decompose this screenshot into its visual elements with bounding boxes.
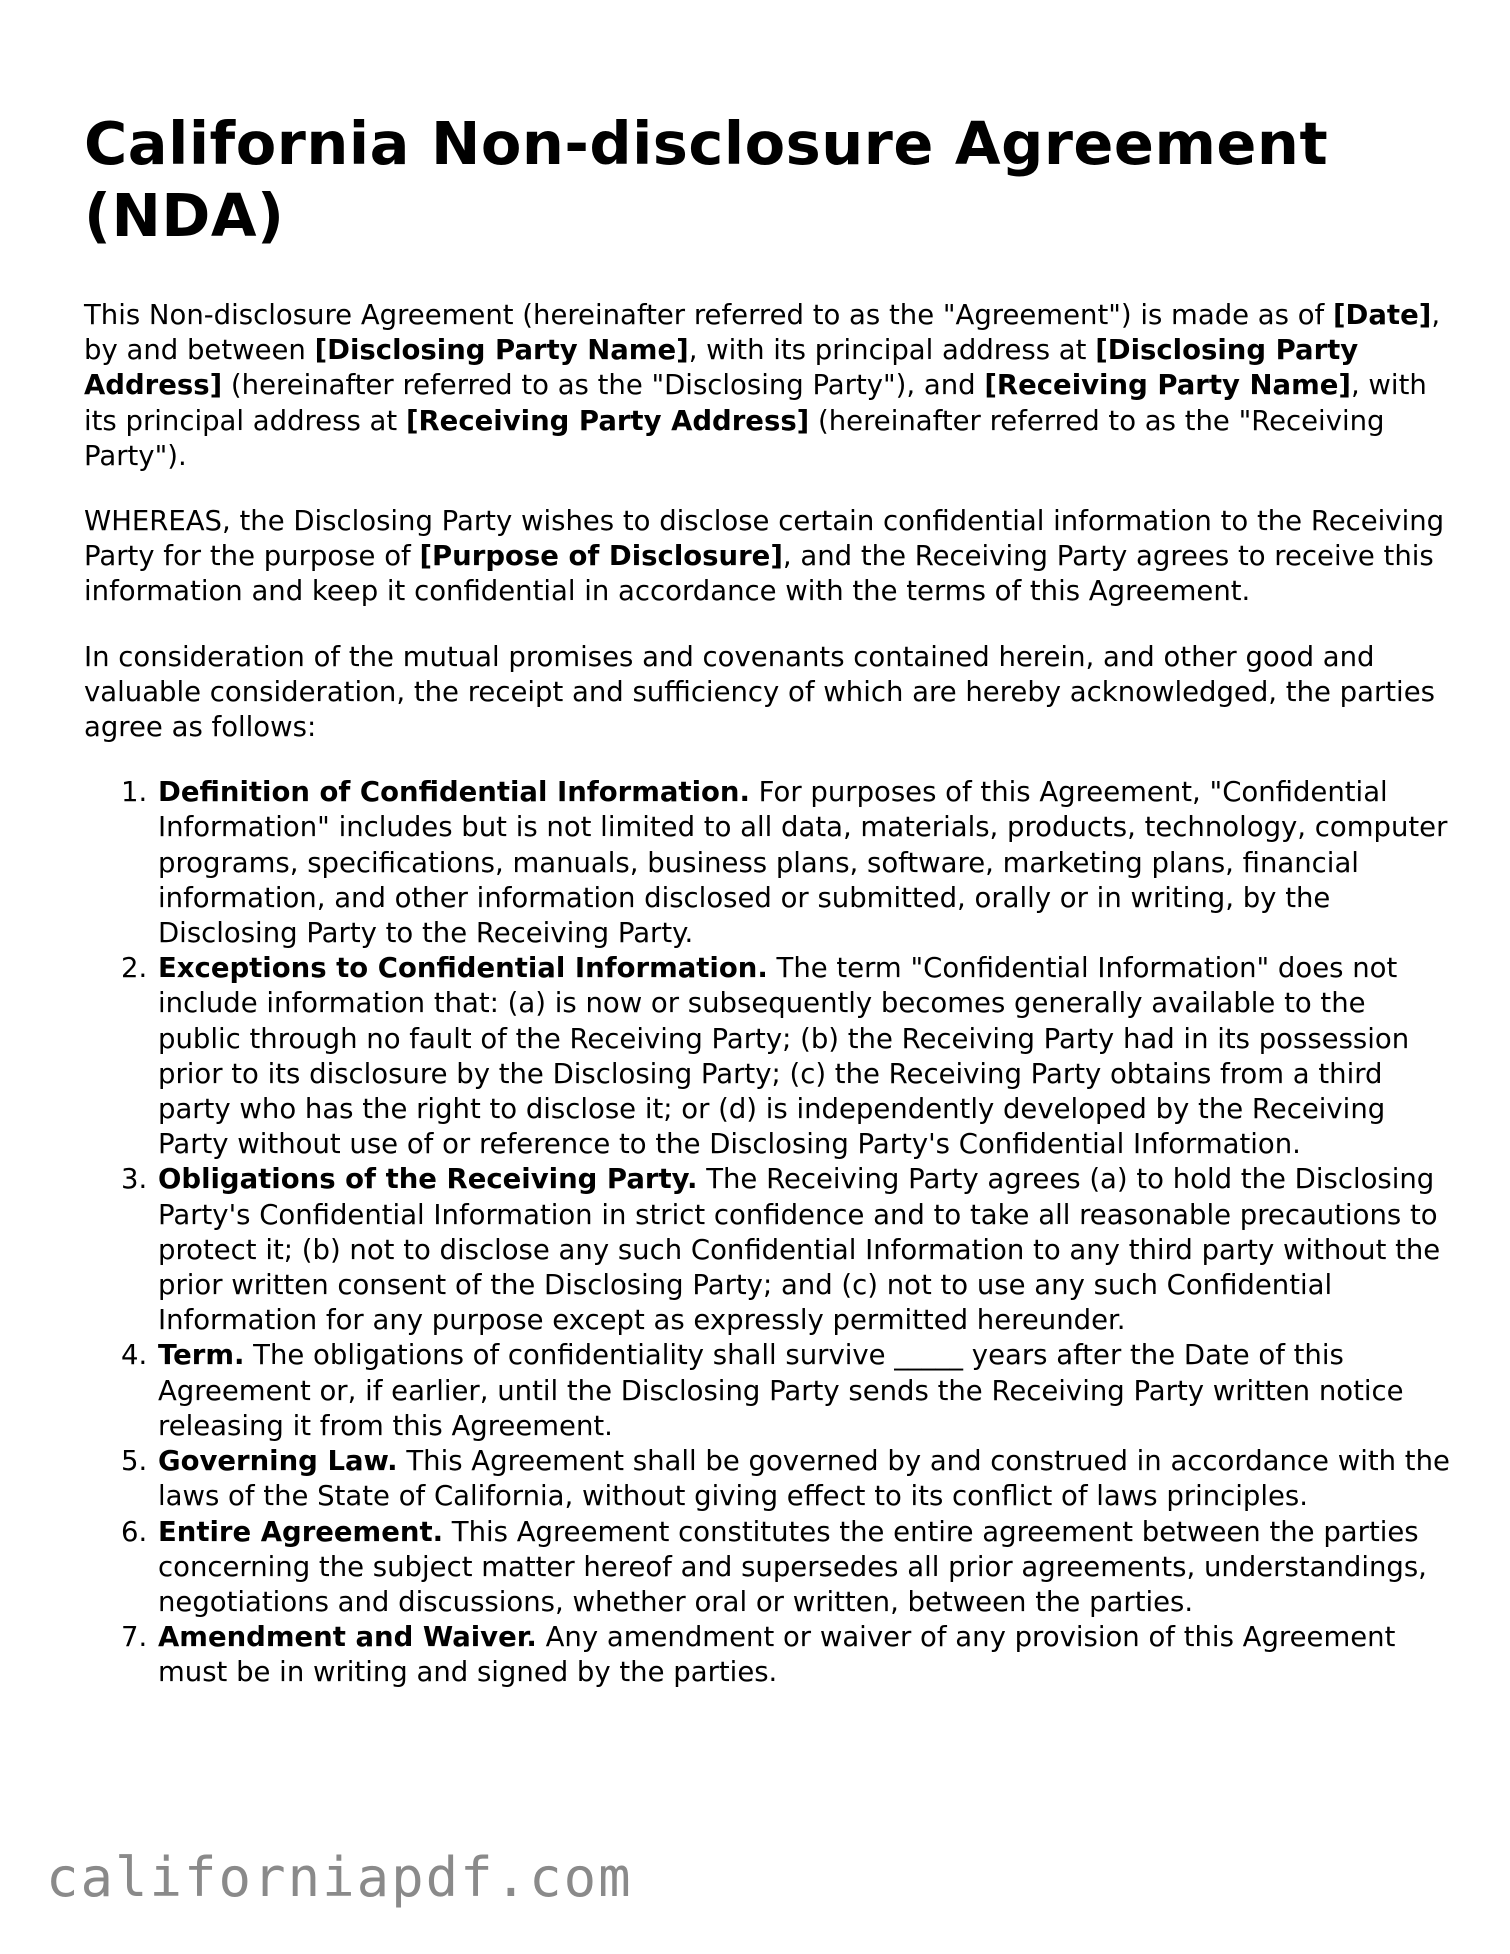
clause-item <box>156 775 1454 951</box>
document-page <box>84 108 1454 1691</box>
clause-heading: Governing Law. <box>158 1445 398 1478</box>
whereas-text-1: WHEREAS, the Disclosing Party wishes to disclose certain confidential information to the Receiving Party for the purpose of <box>84 505 1445 573</box>
clause-heading: Definition of Confidential Information. <box>158 776 750 809</box>
intro-text-4: (hereinafter referred to as the "Disclosing Party"), and <box>222 369 985 402</box>
clause-heading: Term. <box>158 1339 245 1372</box>
date-placeholder: [Date] <box>1332 299 1432 331</box>
clause-heading: Amendment and Waiver. <box>158 1621 537 1654</box>
clause-text: The term "Confidential Information" does not include information that: (a) is now or subsequently becomes generally available to the public through no fault of the Receiving Party; (b) the Receiving Party had in its possession prior to its disclosure by the Disclosing Party; (c) the Receiving Party obtains from a third party who has the right to disclose it; or (d) is independently developed by the Receiving Party without use of or reference to the Disclosing Party's Confidential Information. <box>158 952 1410 1161</box>
clause-text: For purposes of this Agreement, "Confidential Information" includes but is not limited to all data, materials, products, technology, computer programs, specifications, manuals, business plans, software, marketing plans, financial information, and other information disclosed or submitted, orally or in writing, by the Disclosing Party to the Receiving Party. <box>158 776 1448 950</box>
clause-text: The obligations of confidentiality shall survive _____ years after the Date of this Agreement or, if earlier, until the Disclosing Party sends the Receiving Party written notice releasing it from this Agreement. <box>158 1339 1404 1442</box>
site-watermark: californiapdf.com <box>46 1846 633 1909</box>
intro-text-5: , with its principal address at <box>84 369 1427 437</box>
clause-text: Any amendment or waiver of any provision of this Agreement must be in writing and signed by the parties. <box>158 1621 1396 1689</box>
intro-text-1: This Non-disclosure Agreement (hereinafter referred to as the "Agreement") is made as of <box>84 299 1333 331</box>
clause-list <box>84 775 1454 1690</box>
consideration-paragraph: In consideration of the mutual promises and covenants contained herein, and other good and valuable consideration, the receipt and sufficiency of which are hereby acknowledged, the parties agree as follows: <box>84 640 1435 744</box>
clause-item <box>156 1162 1454 1338</box>
clause-item <box>156 951 1454 1162</box>
document-title: California Non-disclosure Agreement (NDA) <box>84 109 1329 250</box>
clause-item <box>156 1338 1454 1444</box>
purpose-placeholder: [Purpose of Disclosure] <box>419 540 783 573</box>
intro-paragraph <box>84 298 1454 474</box>
intro-text-3: , with its principal address at <box>688 334 1096 367</box>
clause-text: The Receiving Party agrees (a) to hold the Disclosing Party's Confidential Information in strict confidence and to take all reasonable precautions to protect it; (b) not to disclose any such Confidential Information to any third party without the prior written consent of the Disclosing Party; and (c) not to use any such Confidential Information for any purpose except as expressly permitted hereunder. <box>158 1163 1441 1337</box>
receiving-party-name-placeholder: [Receiving Party Name] <box>984 369 1351 402</box>
clause-item <box>156 1620 1454 1690</box>
clause-text: This Agreement constitutes the entire agreement between the parties concerning the subject matter hereof and supersedes all prior agreements, understandings, negotiations and discussions, whether oral or written, between the parties. <box>158 1515 1427 1618</box>
clause-heading: Entire Agreement. <box>158 1515 444 1548</box>
receiving-party-address-placeholder: [Receiving Party Address] <box>405 404 810 437</box>
clause-item <box>156 1515 1454 1621</box>
intro-text-2: , by and between <box>84 299 1441 367</box>
disclosing-party-name-placeholder: [Disclosing Party Name] <box>314 334 689 367</box>
clause-text: This Agreement shall be governed by and construed in accordance with the laws of the State of California, without giving effect to its conflict of laws principles. <box>158 1445 1450 1513</box>
clause-heading: Obligations of the Receiving Party. <box>158 1163 698 1196</box>
whereas-text-2: , and the Receiving Party agrees to receive this information and keep it confidential in accordance with the terms of this Agreement. <box>84 540 1434 608</box>
intro-text-6: (hereinafter referred to as the "Receiving Party"). <box>84 404 1385 472</box>
whereas-paragraph <box>84 504 1454 610</box>
clause-item <box>156 1444 1454 1514</box>
clause-heading: Exceptions to Confidential Information. <box>158 952 768 985</box>
disclosing-party-address-placeholder: [Disclosing Party Address] <box>84 334 1359 402</box>
